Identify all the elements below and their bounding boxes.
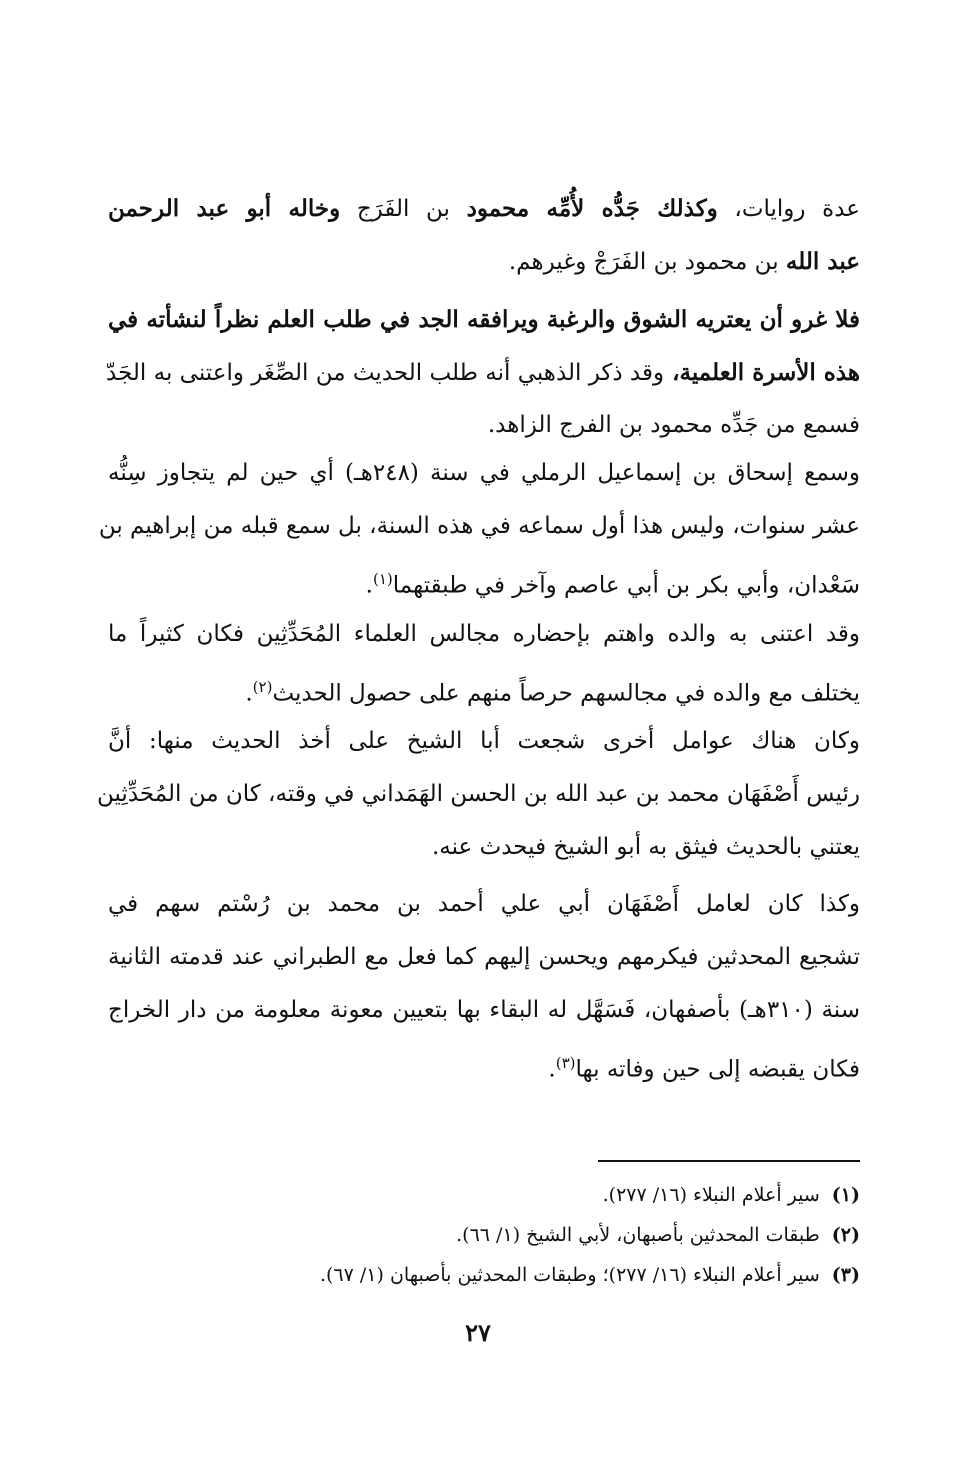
text-segment: رئيس أَصْفَهَان محمد بن عبد الله بن الحسن الهَمَداني في وقته، كان من المُحَدِّثِين [96, 781, 860, 807]
text-segment: تشجيع المحدثين فيكرمهم ويحسن إليهم كما فعل مع الطبراني عند قدمته الثانية [108, 944, 860, 970]
footnote-number: (٣) [831, 1264, 860, 1286]
text-segment: وكذلك جَدُّه لأُمِّه محمود [466, 195, 718, 222]
footnote [108, 1215, 860, 1255]
text-segment: فسمع من جَدِّه محمود بن الفرج الزاهد. [487, 412, 860, 438]
text-segment: وسمع إسحاق بن إسماعيل الرملي في سنة (٢٤٨هـ) أي حين لم يتجاوز سِنُّه [108, 460, 860, 486]
page-number: ٢٧ [465, 1318, 491, 1347]
text-segment: بن الفَرَج [340, 196, 467, 222]
footnote-marker: (٢) [252, 678, 273, 696]
text-segment: سنة (٣١٠هـ) بأصفهان، فَسَهَّل له البقاء بها بتعيين معونة معلومة من دار الخراج [108, 997, 860, 1023]
footnote [108, 1175, 860, 1215]
text-line [96, 768, 860, 821]
text-line [108, 1037, 860, 1090]
text-line [108, 182, 860, 235]
footnote-marker: (٣) [555, 1054, 576, 1072]
paragraph [98, 447, 860, 606]
text-segment: عشر سنوات، وليس هذا أول سماعه في هذه السنة، بل سمع قبله من إبراهيم بن [98, 513, 860, 539]
footnote-separator [598, 1160, 860, 1162]
footnote-text: طبقات المحدثين بأصبهان، لأبي الشيخ (١/ ٦٦). [456, 1224, 820, 1246]
text-segment: سَعْدان، وأبي بكر بن أبي عاصم وآخر في طبقتهما [392, 572, 860, 599]
text-line [108, 399, 860, 452]
text-segment: يعتني بالحديث فيثق به أبو الشيخ فيحدث عنه. [431, 834, 860, 860]
footnote-text: سير أعلام النبلاء (١٦/ ٢٧٧). [602, 1184, 820, 1206]
text-segment: فلا غرو أن يعتريه الشوق والرغبة ويرافقه الجد في طلب العلم نظراً لنشأته في [108, 306, 860, 333]
text-line [108, 931, 860, 984]
paragraph [108, 182, 860, 288]
paragraph [108, 878, 860, 1090]
footnote-number: (٢) [831, 1224, 860, 1246]
footnote-text: سير أعلام النبلاء (١٦/ ٢٧٧)؛ وطبقات المحدثين بأصبهان (١/ ٦٧). [319, 1264, 820, 1286]
text-line [108, 608, 860, 661]
text-line [108, 821, 860, 874]
text-line [108, 878, 860, 931]
text-segment: . [245, 680, 253, 707]
text-segment: يختلف مع والده في مجالسهم حرصاً منهم على حصول الحديث [272, 680, 860, 707]
text-segment: عبد الله [785, 248, 860, 275]
footnote [108, 1255, 860, 1295]
footnotes [108, 1175, 860, 1295]
text-line [108, 715, 860, 768]
paragraph [96, 715, 860, 874]
text-segment: وكان هناك عوامل أخرى شجعت أبا الشيخ على أخذ الحديث منها: أنَّ [108, 728, 860, 754]
text-segment: وكذا كان لعامل أَصْفَهَان أبي علي أحمد بن محمد بن رُسْتم سهم في [108, 891, 860, 917]
text-line [108, 346, 860, 399]
text-segment: فكان يقبضه إلى حين وفاته بها [575, 1056, 860, 1083]
footnote-number: (١) [831, 1184, 860, 1206]
paragraph [108, 608, 860, 714]
text-line [108, 553, 860, 606]
text-line [108, 984, 860, 1037]
text-line [108, 293, 860, 346]
paragraph [108, 293, 860, 452]
text-segment: وقد ذكر الذهبي أنه طلب الحديث من الصِّغَر واعتنى به الجَدّ [106, 360, 665, 386]
text-line [108, 447, 860, 500]
footnote-marker: (١) [372, 570, 393, 588]
text-line [108, 661, 860, 714]
text-segment: وخاله أبو عبد الرحمن [108, 195, 341, 222]
text-line [98, 500, 860, 553]
text-segment: وقد اعتنى به والده واهتم بإحضاره مجالس العلماء المُحَدِّثِين فكان كثيراً ما [108, 621, 860, 647]
text-segment: عدة روايات، [717, 196, 860, 222]
text-segment: . [365, 572, 373, 599]
text-segment: . [548, 1056, 556, 1083]
text-line [108, 235, 860, 288]
text-segment: بن محمود بن الفَرَجْ وغيرهم. [508, 249, 786, 275]
text-segment: هذه الأسرة العلمية، [664, 359, 860, 386]
